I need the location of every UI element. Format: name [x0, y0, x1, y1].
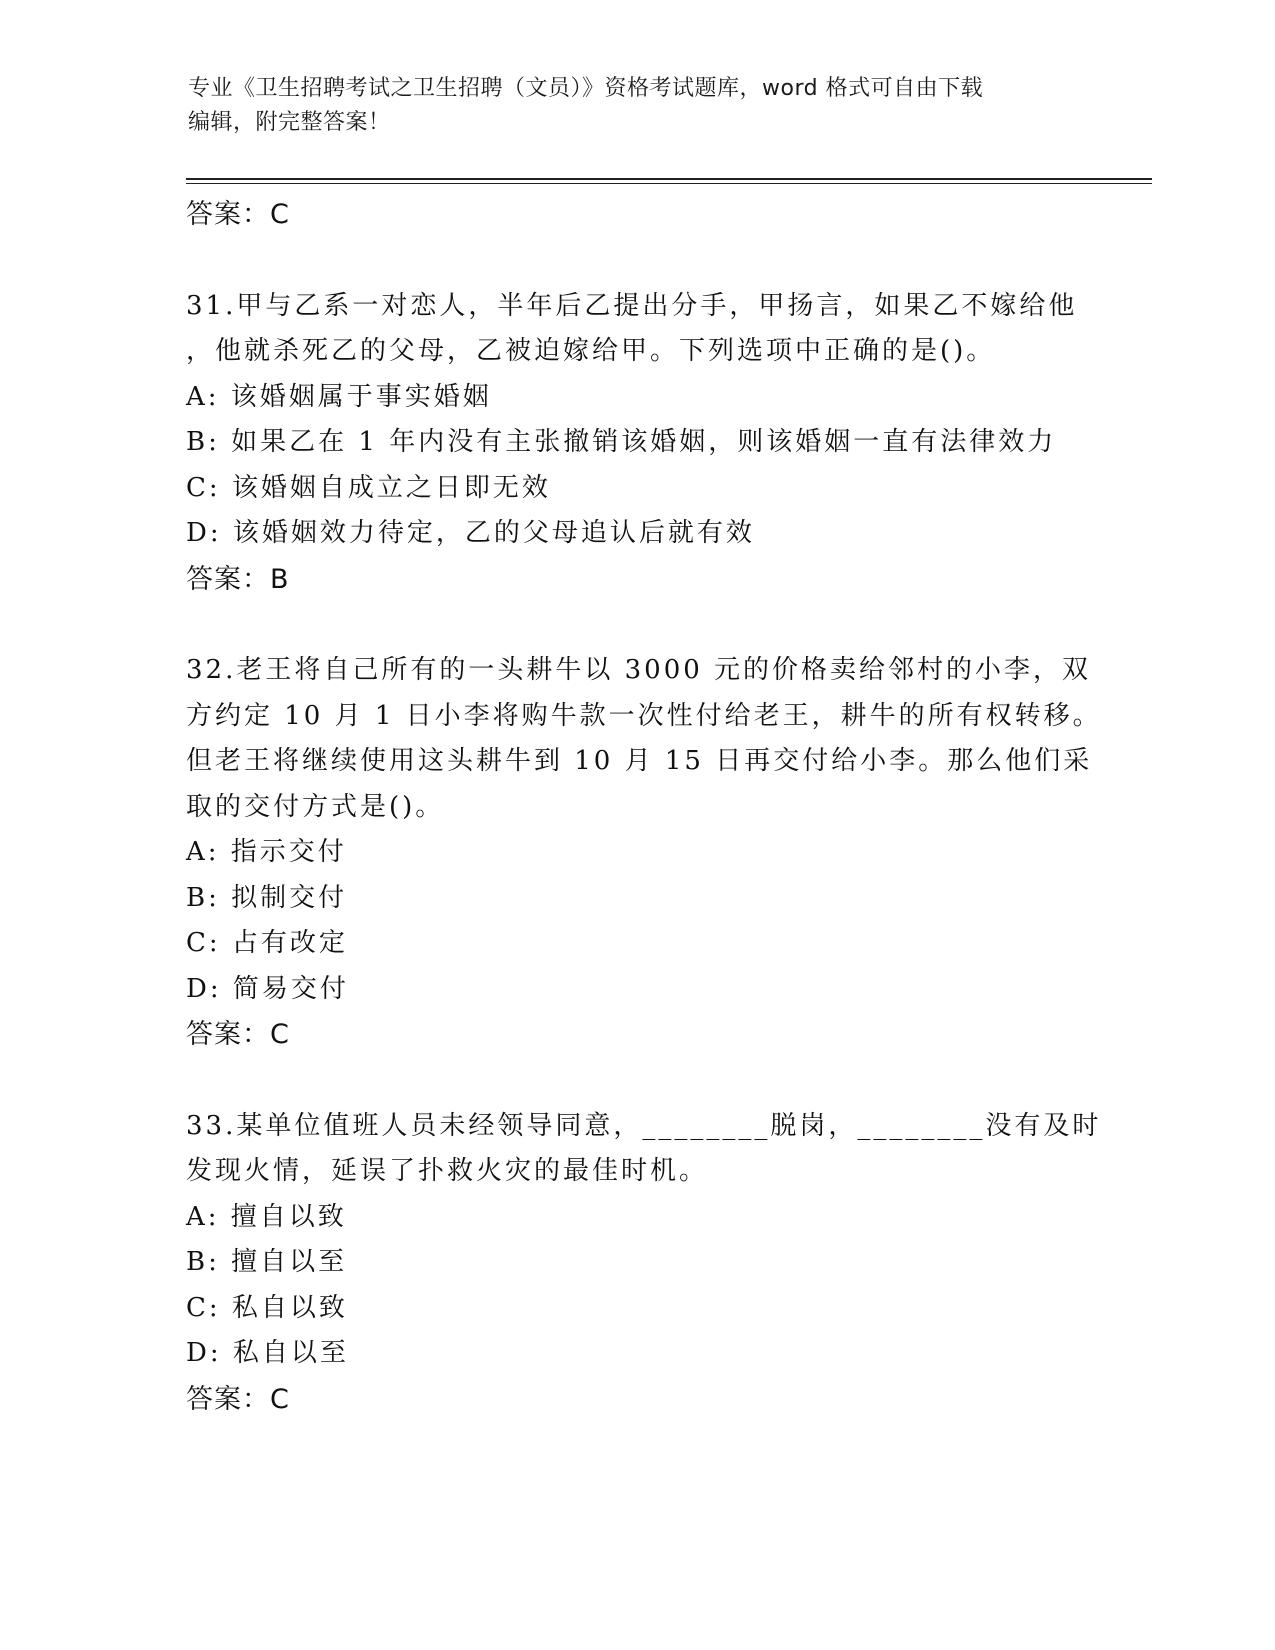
- option-c: C: 该婚姻自成立之日即无效: [186, 472, 551, 503]
- option-d: D: 简易交付: [186, 973, 349, 1004]
- answer-line: 答案：C: [186, 1019, 290, 1050]
- option-d: D: 该婚姻效力待定，乙的父母追认后就有效: [186, 518, 755, 548]
- question-stem-line: 33.某单位值班人员未经领导同意，________脱岗，________没有及时: [186, 1110, 1102, 1141]
- option-c: C: 占有改定: [186, 928, 348, 958]
- answer-line: 答案：B: [186, 563, 290, 595]
- option-a: A: 擅自以致: [186, 1201, 347, 1232]
- option-b: B: 拟制交付: [186, 882, 348, 913]
- page-header: [188, 72, 1088, 140]
- header-rule-thin: [186, 183, 1152, 184]
- header-line-1: 专业《卫生招聘考试之卫生招聘（文员）》资格考试题库，word 格式可自由下载: [188, 76, 984, 101]
- question-32: [186, 648, 1102, 1058]
- question-stem-line: 发现火情，延误了扑救火灾的最佳时机。: [186, 1156, 709, 1186]
- option-a: A: 该婚姻属于事实婚姻: [186, 381, 492, 412]
- question-stem-line: 31.甲与乙系一对恋人，半年后乙提出分手，甲扬言，如果乙不嫁给他: [186, 290, 1078, 321]
- question-stem-line: 取的交付方式是()。: [186, 791, 445, 822]
- question-33: [186, 1104, 1102, 1423]
- answer-line: 答案：C: [186, 199, 290, 230]
- question-list: [186, 192, 1102, 1422]
- option-b: B: 擅自以至: [186, 1247, 348, 1277]
- answer-line: 答案：C: [186, 1383, 290, 1415]
- question-stem-line: 但老王将继续使用这头耕牛到 10 月 15 日再交付给小李。那么他们采: [186, 746, 1093, 776]
- option-b: B: 如果乙在 1 年内没有主张撤销该婚姻，则该婚姻一直有法律效力: [186, 427, 1057, 457]
- header-rule: [186, 178, 1152, 180]
- option-c: C: 私自以致: [186, 1292, 348, 1323]
- header-line-2: 编辑，附完整答案！: [188, 110, 391, 135]
- option-a: A: 指示交付: [186, 837, 347, 867]
- question-31: [186, 284, 1086, 603]
- question-stem-line: ，他就杀死乙的父母，乙被迫嫁给甲。下列选项中正确的是()。: [186, 336, 996, 366]
- question-stem-line: 32.老王将自己所有的一头耕牛以 3000 元的价格卖给邻村的小李，双: [186, 655, 1092, 685]
- option-d: D: 私自以至: [186, 1338, 349, 1368]
- question-stem-line: 方约定 10 月 1 日小李将购牛款一次性付给老王，耕牛的所有权转移。: [186, 700, 1102, 731]
